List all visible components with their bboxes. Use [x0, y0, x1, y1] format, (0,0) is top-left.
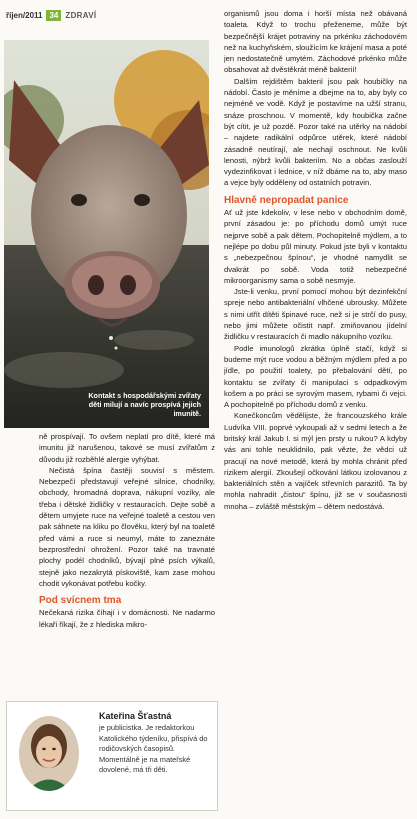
right-paragraph: Dalším rejdištěm bakterií jsou pak houbičky na nádobí. Často je měníme a dbejme na to, aby byly co nejméně ve vodě. Když je postavíme na užší stranu, snáze proschnou. V momentě, kdy houbička začne být cítit, je už pozdě. Pozor také na utěrky na nádobí – najdete radikální odpůrce utěrek, které nádobí zásadně neutírají, ale nechají oschnout. Ne kvůli lenosti, nýbrž kvůli bakteriím. No a občas zaslouží vydezinfikovat i lednice, v níž dbáme na to, aby maso a vejce byly odděleny od ostatních potravin. — [224, 76, 407, 188]
photo-caption: Kontakt s hospodářskými zvířaty děti milují a navíc prospívá jejich imunitě. — [88, 391, 201, 418]
author-name: Kateřina Šťastná — [99, 711, 172, 721]
left-paragraph: Nečekaná rizika číhají i v domácnosti. Ne nadarmo lékaři říkají, že z hlediska mikro- — [39, 608, 215, 629]
author-photo — [19, 716, 79, 791]
avatar-illustration — [19, 716, 79, 791]
author-bio-text: je publicistka. Je redaktorkou Katolického týdeníku, přispívá do rodičovských časopisů. Momentálně je na mateřské dovolené, má tři děti. — [99, 723, 208, 774]
right-paragraph: Ať už jste kdekoliv, v lese nebo v obchodním domě, první zásadou je: po příchodu domů umýt ruce nejprve sobě a pak dětem. Pochopitelně mýdlem, a to nejlépe po dobu půl minuty. Pokud jste byli v kontaktu s „nebezpečnou špínou“, je vhodné namydlit se dvakrát po sobě. Voda totiž nebezpečné mikroorganismy sama o sobě nesmyje. — [224, 208, 407, 285]
author-bio — [99, 723, 211, 776]
pig-photo — [4, 40, 209, 428]
section-heading: Pod svícnem tma — [39, 595, 122, 607]
author-box — [6, 701, 218, 811]
page-number: 34 — [46, 10, 61, 21]
left-paragraph: ně prospívají. To ovšem neplatí pro dítě, které má imunitu již narušenou, takové se musí zvířatům z důvodu již rozběhlé alergie vyhýbat. — [39, 432, 215, 464]
right-paragraph: organismů jsou doma i horší místa než obávaná toaleta. Když to trochu přeženeme, může být bezpečnější krájet potraviny na prkénku záchodovém než na kuchyňském, sloužícím ke krájení masa a poté jen nedostatečně umytém. Záchodové prkénko může obsahovat až dvěstěkrát méně bakterií! — [224, 9, 407, 75]
right-paragraph: Jste-li venku, první pomocí mohou být dezinfekční spreje nebo antibakteriální vlhčené ubrousky. Můžete s nimi utřít dítěti špinavé ruce, než si je strčí do pusy, nebo jimi můžete očistit např. zmiňovanou jídelní židličku v restauracích či madlo nákupního vozíku. — [224, 287, 407, 342]
right-column — [224, 8, 407, 512]
issue-date: říjen/2011 — [6, 10, 43, 20]
left-column — [39, 431, 215, 630]
section-label: ZDRAVÍ — [65, 10, 97, 20]
pig-illustration — [4, 40, 209, 428]
left-paragraph: Nečistá špína častěji souvisí s městem. Nebezpečí představují veřejné silnice, chodníky, obchody, hromadná doprava, nákupní vozíky, ale třeba i dětské židličky v restauracích. Dejte sobě a dětem umyjete ruce na veřejné toaletě a cestou ven pak sáhnete na kliku po člověku, který byl na toaletě před vámi a ruce si neumyl, máte to zaneznáte bezprostřední ohrožení. Pozor také na travnaté plochy podél chodníků, bývají plné psích výkalů, stejně jako nezakrytá pískoviště, kam zase mohou chodit vykonávat potřebu kočky. — [39, 465, 215, 588]
page-header — [6, 8, 96, 22]
right-paragraph: Podle imunologů zkrátka úplně stačí, když si budeme mýt ruce vodou a běžným mýdlem před a po jídle, po použití toalety, po přebalování dětí, po kontaktu se zvířaty či manipulaci s odpadkovým košem a po práci se syrovým masem, rybami či vejci. A pochopitelně po příchodu domů z venku. — [224, 343, 407, 410]
right-paragraph: Konečkoncům vědělijste, že francouzského krále Ludvíka VIII. poprvé vykoupali až v sedmi letech a že britský král Jakub I. si mýl jen prsty u rukou? A kdyby vás ani tohle neuklidnilo, pak vězte, že vědci už pracují na nové metodě, která by mohla chránit před rizikem alergií. Zkoušejí očkování látkou izolovanou z bakteriálních stěn a vajíček střevních parazitů. Ta by mohla nahradit „čistou“ špínu, již se v současnosti mnoha – zvláště městským – dětem nedostává. — [224, 411, 407, 511]
section-heading: Hlavně nepropadat panice — [224, 194, 349, 206]
